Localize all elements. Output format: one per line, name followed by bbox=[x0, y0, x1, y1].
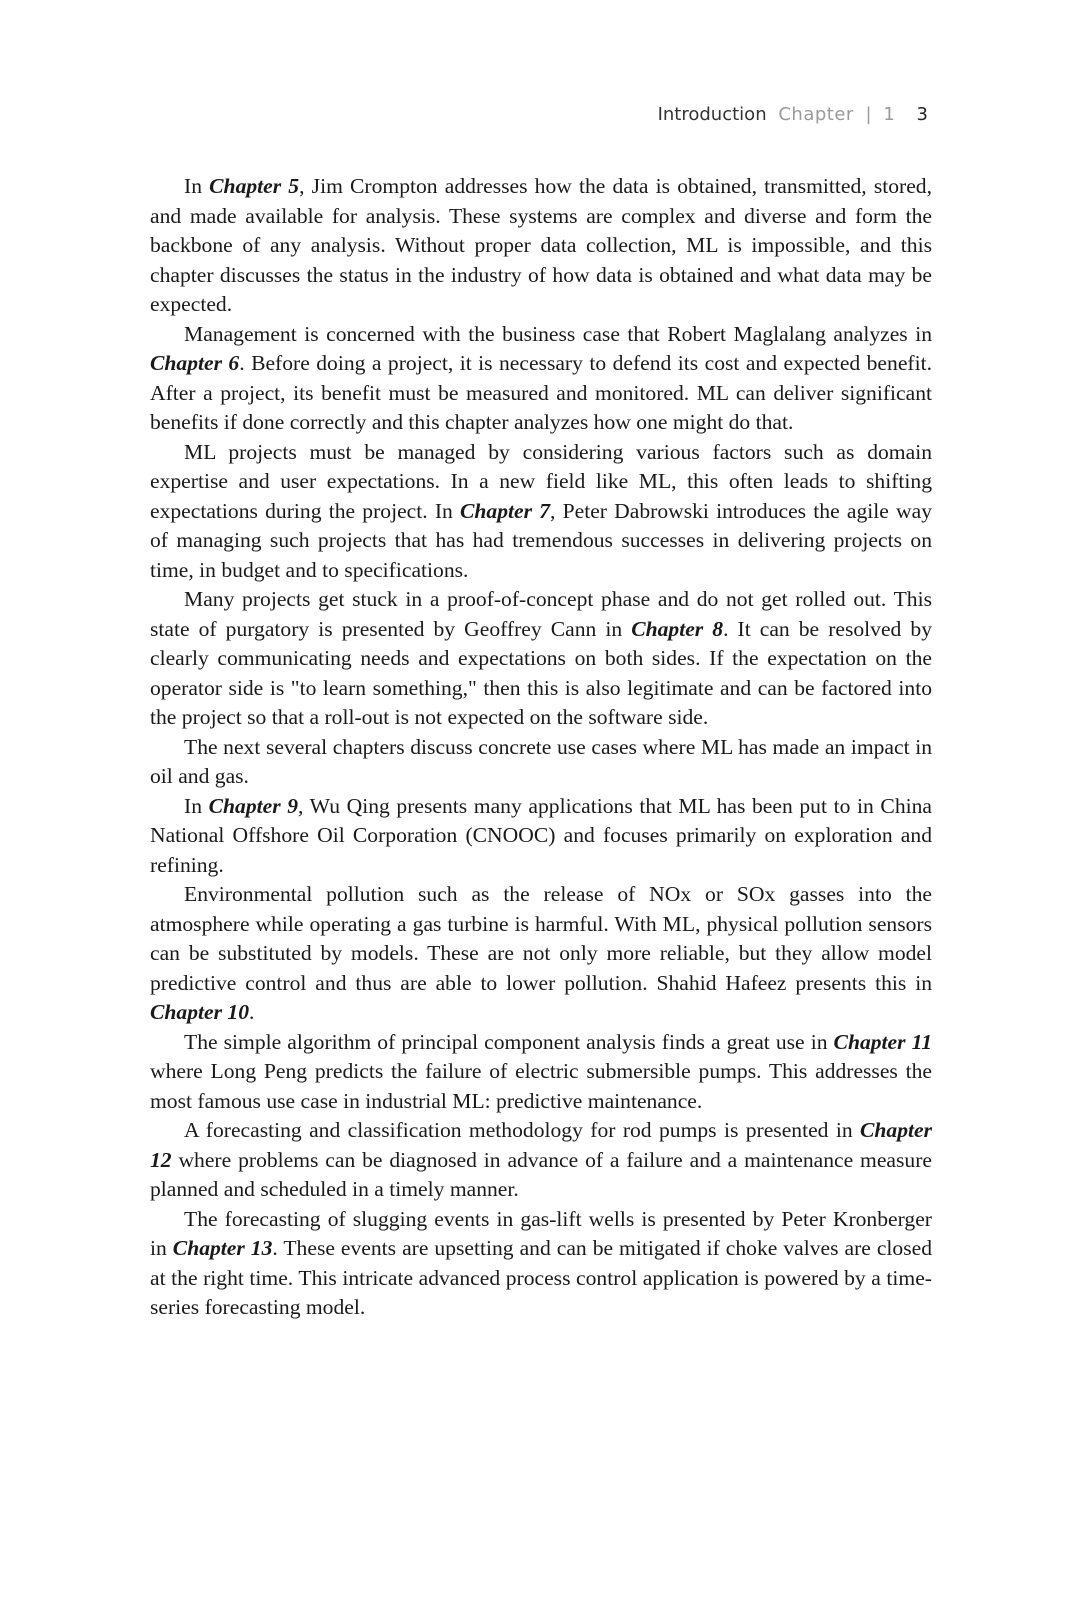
paragraph bbox=[150, 1116, 932, 1205]
paragraph-text: The simple algorithm of principal component analysis finds a great use in bbox=[184, 1029, 834, 1054]
running-head-chapter-word: Chapter bbox=[778, 104, 854, 125]
running-head-separator: | bbox=[865, 104, 872, 125]
paragraph-text: , Jim Crompton addresses how the data is obtained, transmitted, stored, and made available for analysis. These systems are complex and diverse and form the backbone of any analysis. Without proper data collection, ML is impossible, and this chapter discusses the status in the industry of how data is obtained and what data may be expected. bbox=[150, 174, 932, 316]
paragraph bbox=[150, 733, 932, 792]
paragraph-text: Environmental pollution such as the release of NOx or SOx gasses into the atmosphere while operating a gas turbine is harmful. With ML, physical pollution sensors can be substituted by models. These are not only more reliable, but they allow model predictive control and thus are able to lower pollution. Shahid Hafeez presents this in bbox=[150, 882, 932, 995]
paragraph bbox=[150, 1205, 932, 1323]
body-text bbox=[150, 172, 932, 1323]
chapter-reference: Chapter 13 bbox=[172, 1236, 273, 1260]
paragraph bbox=[150, 320, 932, 438]
paragraph-text: The next several chapters discuss concrete use cases where ML has made an impact in oil and gas. bbox=[150, 734, 932, 788]
paragraph-text: where Long Peng predicts the failure of electric submersible pumps. This addresses the most famous use case in industrial ML: predictive maintenance. bbox=[150, 1059, 932, 1113]
chapter-reference: Chapter 6 bbox=[150, 351, 240, 375]
paragraph-text: The forecasting of slugging events in gas-lift wells is presented by Peter Kronberger in bbox=[150, 1206, 932, 1260]
chapter-reference: Chapter 10 bbox=[150, 1000, 249, 1024]
paragraph-text: ML projects must be managed by considering various factors such as domain expertise and user expectations. In a new field like ML, this often leads to shifting expectations during the project. In bbox=[150, 439, 932, 523]
paragraph-text: . bbox=[249, 1000, 255, 1024]
chapter-reference: Chapter 12 bbox=[150, 1118, 932, 1172]
running-head-chapter-number: 1 bbox=[883, 104, 895, 125]
paragraph-text: In bbox=[184, 793, 209, 818]
chapter-reference: Chapter 9 bbox=[208, 793, 299, 818]
chapter-reference: Chapter 8 bbox=[631, 616, 724, 641]
paragraph-text: where problems can be diagnosed in advance of a failure and a maintenance measure planned and scheduled in a timely manner. bbox=[150, 1147, 932, 1201]
paragraph-text: , Peter Dabrowski introduces the agile way of managing such projects that has had tremendous successes in delivering projects on time, in budget and to specifications. bbox=[150, 498, 932, 582]
paragraph-text: . It can be resolved by clearly communicating needs and expectations on both sides. If the expectation on the operator side is "to learn something," then this is also legitimate and can be factored into the project so that a roll-out is not expected on the software side. bbox=[150, 616, 932, 729]
paragraph bbox=[150, 1028, 932, 1117]
paragraph-text: , Wu Qing presents many applications that ML has been put to in China National Offshore Oil Corporation (CNOOC) and focuses primarily on exploration and refining. bbox=[150, 793, 933, 877]
paragraph-text: In bbox=[184, 174, 210, 198]
paragraph-text: Many projects get stuck in a proof-of-concept phase and do not get rolled out. This state of purgatory is presented by Geoffrey Cann in bbox=[150, 587, 932, 641]
chapter-reference: Chapter 11 bbox=[833, 1029, 932, 1054]
running-head bbox=[658, 104, 928, 125]
paragraph bbox=[150, 792, 932, 881]
running-head-section: Introduction bbox=[657, 104, 767, 125]
paragraph bbox=[150, 585, 932, 733]
paragraph-text: . These events are upsetting and can be mitigated if choke valves are closed at the right time. This intricate advanced process control application is powered by a time-series forecasting model. bbox=[150, 1236, 932, 1319]
paragraph-text: . Before doing a project, it is necessary to defend its cost and expected benefit. After a project, its benefit must be measured and monitored. ML can deliver significant benefits if done correctly and this chapter analyzes how one might do that. bbox=[150, 351, 932, 434]
paragraph bbox=[150, 880, 932, 1028]
chapter-reference: Chapter 5 bbox=[209, 174, 300, 198]
page-number: 3 bbox=[916, 104, 928, 125]
paragraph-text: A forecasting and classification methodology for rod pumps is presented in bbox=[184, 1118, 860, 1142]
chapter-reference: Chapter 7 bbox=[460, 498, 551, 523]
paragraph-text: Management is concerned with the business case that Robert Maglalang analyzes in bbox=[184, 321, 932, 346]
paragraph bbox=[150, 438, 932, 586]
paragraph bbox=[150, 172, 932, 320]
